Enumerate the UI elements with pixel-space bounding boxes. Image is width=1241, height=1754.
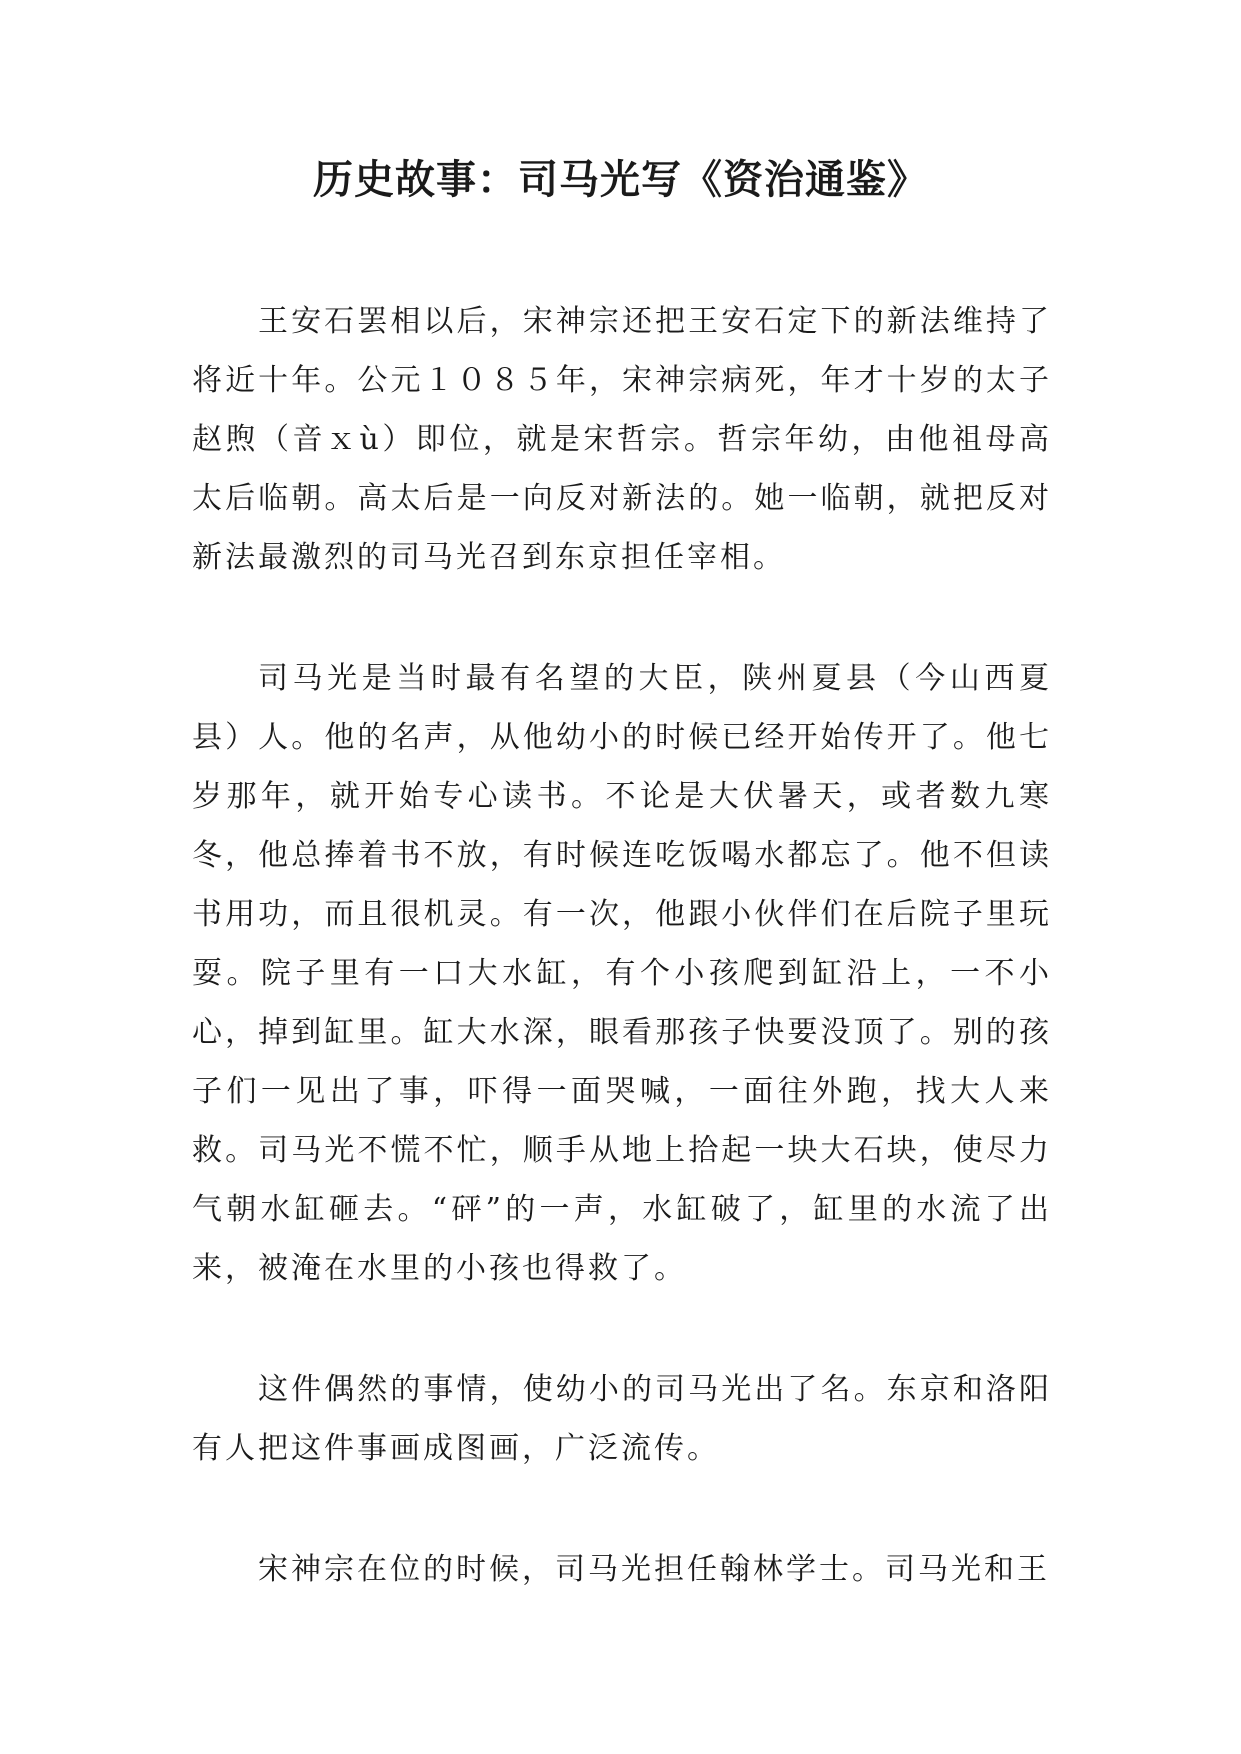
paragraph-2: 司马光是当时最有名望的大臣，陕州夏县（今山西夏县）人。他的名声，从他幼小的时候已经开始传开了。他七岁那年，就开始专心读书。不论是大伏暑天，或者数九寒冬，他总捧着书不放，有时候连吃饭喝水都忘了。他不但读书用功，而且很机灵。有一次，他跟小伙伴们在后院子里玩耍。院子里有一口大水缸，有个小孩爬到缸沿上，一不小心，掉到缸里。缸大水深，眼看那孩子快要没顶了。别的孩子们一见出了事，吓得一面哭喊，一面往外跑，找大人来救。司马光不慌不忙，顺手从地上拾起一块大石块，使尽力气朝水缸砸去。“砰”的一声，水缸破了，缸里的水流了出来，被淹在水里的小孩也得救了。	[192, 661, 1052, 1286]
document-body	[192, 292, 1052, 1661]
paragraph-1: 王安石罢相以后，宋神宗还把王安石定下的新法维持了将近十年。公元１０８５年，宋神宗病死，年才十岁的太子赵煦（音ｘù）即位，就是宋哲宗。哲宗年幼，由他祖母高太后临朝。高太后是一向反对新法的。她一临朝，就把反对新法最激烈的司马光召到东京担任宰相。	[192, 304, 1052, 575]
paragraph-3: 这件偶然的事情，使幼小的司马光出了名。东京和洛阳有人把这件事画成图画，广泛流传。	[192, 1372, 1052, 1466]
document-title: 历史故事：司马光写《资治通鉴》	[313, 157, 928, 203]
paragraph-4: 宋神宗在位的时候，司马光担任翰林学士。司马光和王	[258, 1552, 1050, 1587]
